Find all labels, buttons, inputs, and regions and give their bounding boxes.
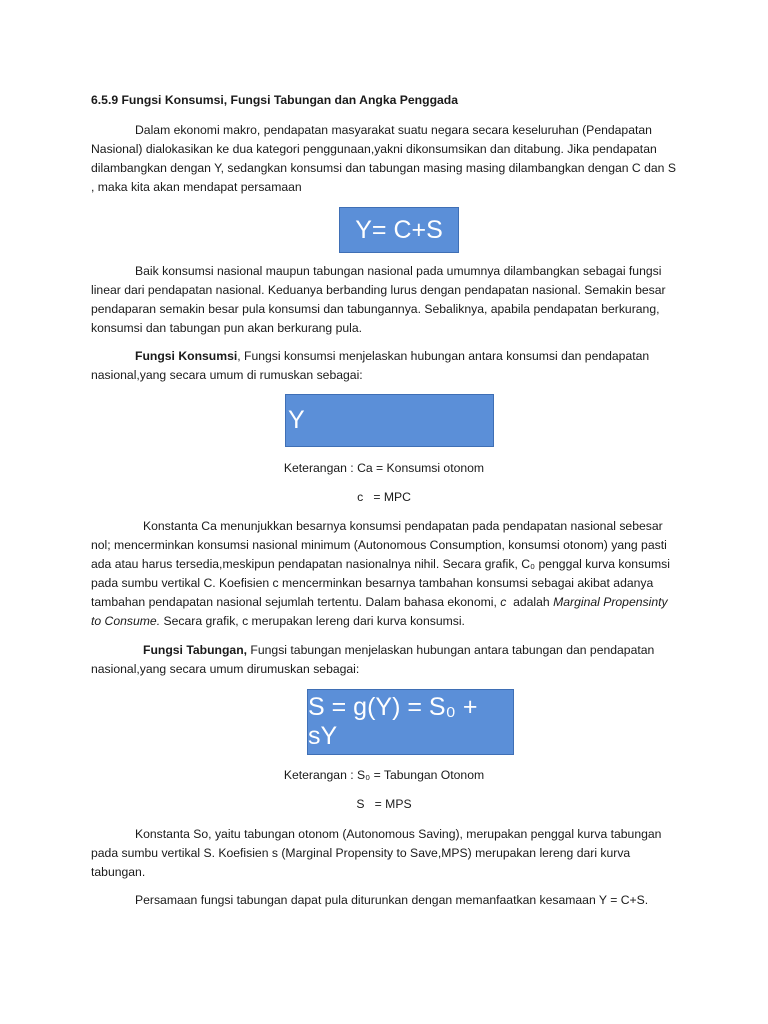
keterangan-konsumsi-line1: Keterangan : Ca = Konsumsi otonom <box>283 461 485 475</box>
keterangan-tabungan-line1: Keterangan : S₀ = Tabungan Otonom <box>283 768 485 782</box>
equation-tabungan: S = g(Y) = S₀ + sY <box>308 693 478 750</box>
konstanta-ca-c: c <box>500 595 507 609</box>
paragraph-linear: Baik konsumsi nasional maupun tabungan nasional pada umumnya dilambangkan sebagai fungsi linear dari pendapatan nasional. Keduanya berbanding lurus dengan pendapatan nasional. Semakin besar pendaparan semakin besar pula konsumsi dan tabungannya. Sebaliknya, apabila pendapatan berkurang, konsumsi dan tabungan pun akan berkurang pula. <box>91 264 666 335</box>
konsumsi-text: , Fungsi konsumsi menjelaskan hubungan antara konsumsi dan pendapatan nasional,yang secara umum di rumuskan sebagai: <box>91 349 650 382</box>
equation-konsumsi: Y <box>288 406 305 434</box>
konstanta-ca-part2: adalah <box>506 595 554 609</box>
paragraph-konstanta-ca <box>91 517 681 631</box>
konstanta-ca-part3: Secara grafik, c merupakan lereng dari kurva konsumsi. <box>160 614 465 628</box>
equation-box-tabungan <box>307 689 514 755</box>
equation-box-identity <box>339 207 459 253</box>
equation-box-konsumsi <box>285 394 494 447</box>
tabungan-text: Fungsi tabungan menjelaskan hubungan antara tabungan dan pendapatan nasional,yang secara umum dirumuskan sebagai: <box>91 643 655 676</box>
keterangan-tabungan-line2: S = MPS <box>356 797 412 811</box>
paragraph-konstanta-so: Konstanta So, yaitu tabungan otonom (Autonomous Saving), merupakan penggal kurva tabungan pada sumbu vertikal S. Koefisien s (Marginal Propensity to Save,MPS) merupakan lereng dari kurva tabungan. <box>91 827 662 879</box>
section-heading: 6.5.9 Fungsi Konsumsi, Fungsi Tabungan dan Angka Penggada <box>91 93 459 107</box>
konstanta-ca-part1: Konstanta Ca menunjukkan besarnya konsumsi pendapatan pada pendapatan nasional sebesar nol; mencerminkan konsumsi nasional minimum (Autonomous Consumption, konsumsi otonom) yang pasti ada atau harus tersedia,meskipun pendapatan nasionalnya nihil. Secara grafik, C₀ penggal kurva konsumsi pada sumbu vertikal C. Koefisien c mencerminkan besarnya tambahan konsumsi sebagai akibat adanya tambahan pendapatan nasional sejumlah tertentu. Dalam bahasa ekonomi, <box>91 519 670 609</box>
keterangan-konsumsi-line2: c = MPC <box>357 490 411 504</box>
paragraph-intro: Dalam ekonomi makro, pendapatan masyarakat suatu negara secara keseluruhan (Pendapatan Nasional) dialokasikan ke dua kategori penggunaan,yakni dikonsumsikan dan ditabung. Jika pendapatan dilambangkan dengan Y, sedangkan konsumsi dan tabungan masing masing dilambangkan dengan C dan S , maka kita akan mendapat persamaan <box>91 123 676 194</box>
paragraph-persamaan: Persamaan fungsi tabungan dapat pula diturunkan dengan memanfaatkan kesamaan Y = C+S. <box>135 893 649 907</box>
tabungan-label: Fungsi Tabungan, <box>143 643 248 657</box>
paragraph-konsumsi <box>91 347 681 385</box>
paragraph-tabungan <box>91 641 681 679</box>
equation-identity: Y= C+S <box>355 215 443 244</box>
konsumsi-label: Fungsi Konsumsi <box>135 349 238 363</box>
konstanta-ca-mpc: Marginal Propensinty to Consume. <box>91 595 668 628</box>
